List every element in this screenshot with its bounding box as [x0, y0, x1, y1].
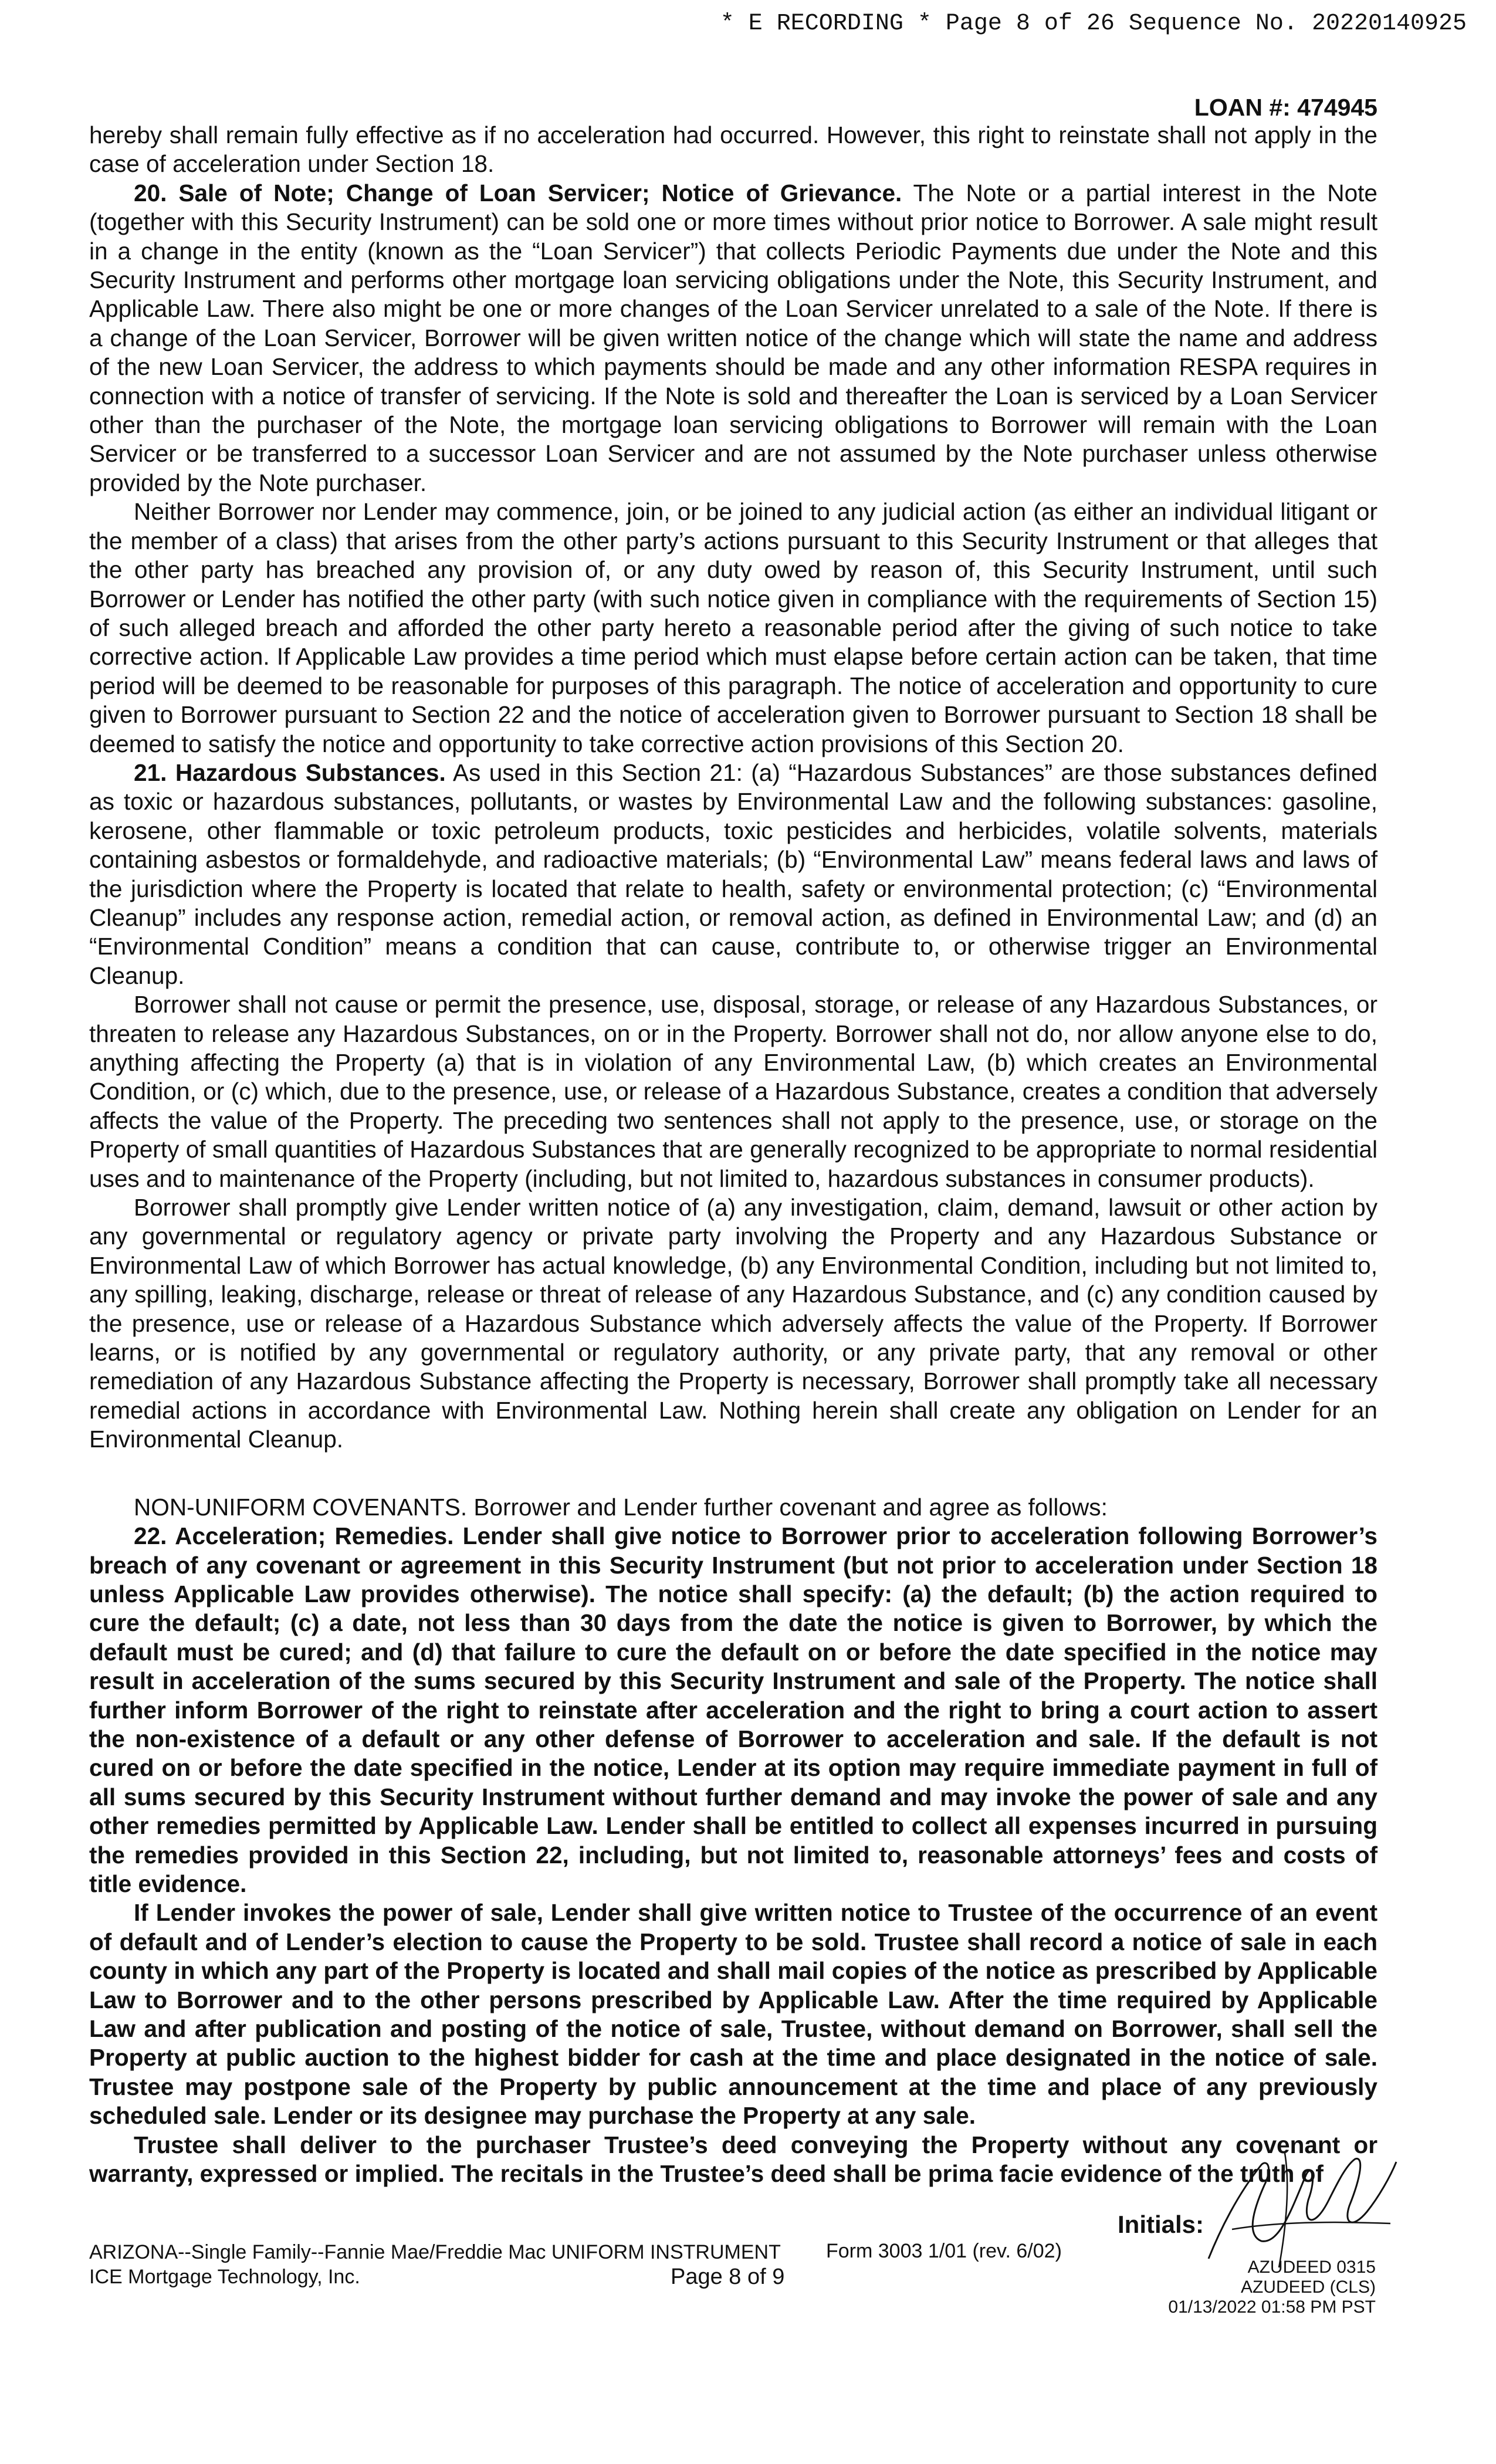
- initials-label: Initials:: [1118, 2211, 1204, 2238]
- paragraph-trustee-deed: Trustee shall deliver to the purchaser Trustee’s deed conveying the Property without any covenant or warranty, expressed or implied. The recitals in the Trustee’s deed shall be prima facie evidence of the truth of: [89, 2131, 1377, 2188]
- initials-signature: [1197, 2141, 1402, 2276]
- footer-form-number: Form 3003 1/01 (rev. 6/02): [826, 2240, 1062, 2262]
- stamp-timestamp: 01/13/2022 01:58 PM PST: [1168, 2297, 1376, 2317]
- section-21-title: 21. Hazardous Substances.: [134, 759, 446, 786]
- recording-stamp: [1129, 2257, 1376, 2317]
- loan-number: LOAN #: 474945: [1194, 94, 1377, 121]
- paragraph-power-of-sale: If Lender invokes the power of sale, Lender shall give written notice to Trustee of the occurrence of an event of default and of Lender’s election to cause the Property to be sold. Trustee shall record a notice of sale in each county in which any part of the Property is located and shall mail copies of the notice as prescribed by Applicable Law to Borrower and to the other persons prescribed by Applicable Law. After the time required by Applicable Law and after publication and posting of the notice of sale, Trustee, without demand on Borrower, shall sell the Property at public auction to the highest bidder for cash at the time and place designated in the notice of sale. Trustee may postpone sale of the Property by public announcement at the time and place of any previously scheduled sale. Lender or its designee may purchase the Property at any sale.: [89, 1899, 1377, 2130]
- section-20: [89, 179, 1377, 497]
- paragraph-hazardous-prohibition: Borrower shall not cause or permit the presence, use, disposal, storage, or release of any Hazardous Substances, or threaten to release any Hazardous Substances, on or in the Property. Borrower shall not do, nor allow anyone else to do, anything affecting the Property (a) that is in violation of any Environmental Law, (b) which creates an Environmental Condition, or (c) which, due to the presence, use, or release of a Hazardous Substance, creates a condition that adversely affects the value of the Property. The preceding two sentences shall not apply to the presence, use, or storage on the Property of small quantities of Hazardous Substances that are generally recognized to be appropriate to normal residential uses and to maintenance of the Property (including, but not limited to, hazardous substances in consumer products).: [89, 991, 1377, 1192]
- footer-vendor: ICE Mortgage Technology, Inc.: [89, 2266, 360, 2288]
- non-uniform-covenants: NON-UNIFORM COVENANTS. Borrower and Lender further covenant and agree as follows:: [134, 1493, 1108, 1521]
- section-21: [89, 759, 1377, 990]
- section-20-title: 20. Sale of Note; Change of Loan Servicer; Notice of Grievance.: [134, 179, 902, 207]
- recording-header: * E RECORDING * Page 8 of 26 Sequence No. 20220140925: [720, 11, 1467, 37]
- stamp-line-2: AZUDEED (CLS): [1240, 2277, 1376, 2297]
- footer-page-number: Page 8 of 9: [671, 2265, 785, 2289]
- stamp-line-1: AZUDEED 0315: [1247, 2257, 1376, 2277]
- section-21-text: As used in this Section 21: (a) “Hazardous Substances” are those substances defined as toxic or hazardous substances, pollutants, or wastes by Environmental Law and the following substances: gasoline, kerosene, other flammable or toxic petroleum products, toxic pesticides and herbicides, volatile solvents, materials containing asbestos or formaldehyde, and radioactive materials; (b) “Environmental Law” means federal laws and laws of the jurisdiction where the Property is located that relate to health, safety or environmental protection; (c) “Environmental Cleanup” includes any response action, remedial action, or removal action, as defined in Environmental Law; and (d) an “Environmental Condition” means a condition that can cause, contribute to, or otherwise trigger an Environmental Cleanup.: [89, 759, 1377, 989]
- paragraph-grievance: Neither Borrower nor Lender may commence, join, or be joined to any judicial action (as either an individual litigant or the member of a class) that arises from the other party’s actions pursuant to this Security Instrument or that alleges that the other party has breached any provision of, or any duty owed by reason of, this Security Instrument, until such Borrower or Lender has notified the other party (with such notice given in compliance with the requirements of Section 15) of such alleged breach and afforded the other party hereto a reasonable period after the giving of such notice to take corrective action. If Applicable Law provides a time period which must elapse before certain action can be taken, that time period will be deemed to be reasonable for purposes of this paragraph. The notice of acceleration and opportunity to cure given to Borrower pursuant to Section 22 and the notice of acceleration given to Borrower pursuant to Section 18 shall be deemed to satisfy the notice and opportunity to take corrective action provisions of this Section 20.: [89, 498, 1377, 757]
- document-body: [89, 121, 1377, 2188]
- footer-form-line: ARIZONA--Single Family--Fannie Mae/Freddie Mac UNIFORM INSTRUMENT: [89, 2241, 781, 2263]
- section-20-text: The Note or a partial interest in the Note (together with this Security Instrument) can be sold one or more times without prior notice to Borrower. A sale might result in a change in the entity (known as the “Loan Servicer”) that collects Periodic Payments due under the Note and this Security Instrument and performs other mortgage loan servicing obligations under the Note, this Security Instrument, and Applicable Law. There also might be one or more changes of the Loan Servicer unrelated to a sale of the Note. If there is a change of the Loan Servicer, Borrower will be given written notice of the change which will state the name and address of the new Loan Servicer, the address to which payments should be made and any other information RESPA requires in connection with a notice of transfer of servicing. If the Note is sold and thereafter the Loan is serviced by a Loan Servicer other than the purchaser of the Note, the mortgage loan servicing obligations to Borrower will remain with the Loan Servicer or be transferred to a successor Loan Servicer and are not assumed by the Note purchaser unless otherwise provided by the Note purchaser.: [89, 179, 1378, 496]
- paragraph-reinstatement-continued: hereby shall remain fully effective as if no acceleration had occurred. However, this right to reinstate shall not apply in the case of acceleration under Section 18.: [89, 121, 1377, 178]
- paragraph-hazardous-notice: Borrower shall promptly give Lender written notice of (a) any investigation, claim, demand, lawsuit or other action by any governmental or regulatory agency or private party involving the Property and any Hazardous Substance or Environmental Law of which Borrower has actual knowledge, (b) any Environmental Condition, including but not limited to, any spilling, leaking, discharge, release or threat of release of any Hazardous Substance, and (c) any condition caused by the presence, use or release of a Hazardous Substance which adversely affects the value of the Property. If Borrower learns, or is notified by any governmental or regulatory authority, or any private party, that any removal or other remediation of any Hazardous Substance affecting the Property is necessary, Borrower shall promptly take all necessary remedial actions in accordance with Environmental Law. Nothing herein shall create any obligation on Lender for an Environmental Cleanup.: [89, 1194, 1377, 1453]
- section-spacer: [89, 1454, 1377, 1493]
- section-22: 22. Acceleration; Remedies. Lender shall give notice to Borrower prior to acceleration following Borrower’s breach of any covenant or agreement in this Security Instrument (but not prior to acceleration under Section 18 unless Applicable Law provides otherwise). The notice shall specify: (a) the default; (b) the action required to cure the default; (c) a date, not less than 30 days from the date the notice is given to Borrower, by which the default must be cured; and (d) that failure to cure the default on or before the date specified in the notice may result in acceleration of the sums secured by this Security Instrument and sale of the Property. The notice shall further inform Borrower of the right to reinstate after acceleration and the right to bring a court action to assert the non-existence of a default or any other defense of Borrower to acceleration and sale. If the default is not cured on or before the date specified in the notice, Lender at its option may require immediate payment in full of all sums secured by this Security Instrument without further demand and may invoke the power of sale and any other remedies permitted by Applicable Law. Lender shall be entitled to collect all expenses incurred in pursuing the remedies provided in this Section 22, including, but not limited to, reasonable attorneys’ fees and costs of title evidence.: [89, 1522, 1377, 1897]
